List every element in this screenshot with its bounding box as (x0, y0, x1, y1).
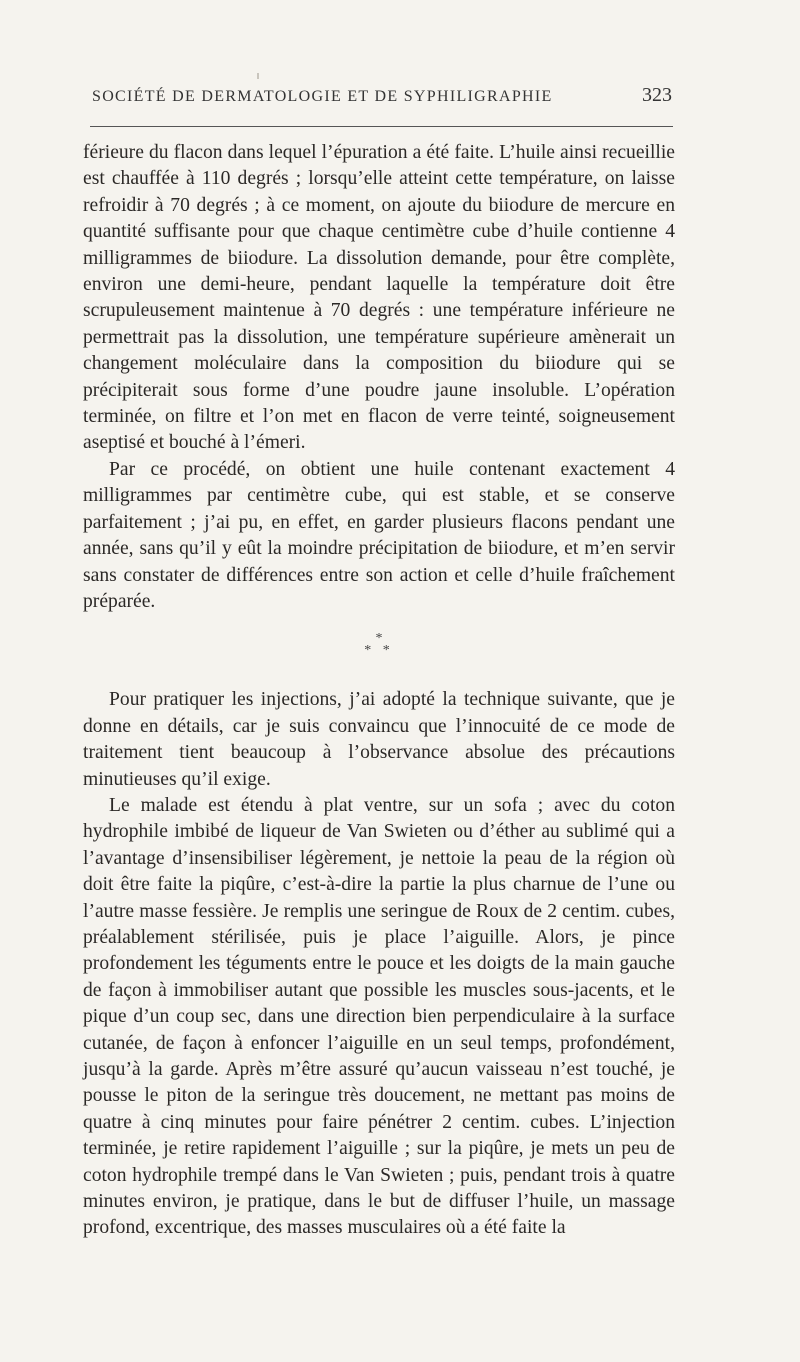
section-separator (83, 615, 675, 687)
header-rule (90, 126, 673, 127)
separator-stars-bottom: * * (364, 643, 394, 659)
page-number: 323 (642, 84, 672, 106)
print-mark (257, 73, 259, 79)
running-title: SOCIÉTÉ DE DERMATOLOGIE ET DE SYPHILIGRAPHIE (92, 88, 553, 105)
separator-star-top: * (375, 631, 383, 647)
paragraph-4: Le malade est étendu à plat ventre, sur un sofa ; avec du coton hydrophile imbibé de liqueur de Van Swieten ou d’éther au sublimé qui a l’avantage d’insensibiliser légèrement, je nettoie la peau de la région où doit être faite la piqûre, c’est-à-dire la partie la plus charnue de l’une ou l’autre masse fessière. Je remplis une seringue de Roux de 2 centim. cubes, préalablement stérilisée, puis je place l’aiguille. Alors, je pince profondement les téguments entre le pouce et les doigts de la main gauche de façon à immobiliser autant que possible les muscles sous-jacents, et le pique d’un coup sec, dans une direction bien perpendiculaire à la surface cutanée, de façon à enfoncer l’aiguille en un seul temps, profondément, jusqu’à la garde. Après m’être assuré qu’aucun vaisseau n’est touché, je pousse le piton de la seringue très doucement, ne mettant pas moins de quatre à cinq minutes pour faire pénétrer 2 centim. cubes. L’injection terminée, je retire rapidement l’aiguille ; sur la piqûre, je mets un peu de coton hydrophile trempé dans le Van Swieten ; puis, pendant trois à quatre minutes environ, je pratique, dans le but de diffuser l’huile, un massage profond, excentrique, des masses musculaires où a été faite la (83, 794, 675, 1239)
paragraph-3: Pour pratiquer les injections, j’ai adopté la technique suivante, que je donne en détails, car je suis convaincu que l’innocuité de ce mode de traitement tient beaucoup à l’observance absolue des précautions minutieuses qu’il exige. (83, 689, 675, 790)
paragraph-1: férieure du flacon dans lequel l’épuration a été faite. L’huile ainsi recueillie est chauffée à 110 degrés ; lorsqu’elle atteint cette température, on laisse refroidir à 70 degrés ; à ce moment, on ajoute du biiodure de mercure en quantité suffisante pour que chaque centimètre cube d’huile contienne 4 milligrammes de biiodure. La dissolution demande, pour être complète, environ une demi-heure, pendant laquelle la température doit être scrupuleusement maintenue à 70 degrés : une température inférieure ne permettrait pas la dissolution, une température supérieure amènerait un changement moléculaire dans la composition du biiodure qui se précipiterait sous forme d’une poudre jaune insoluble. L’opération terminée, on filtre et l’on met en flacon de verre teinté, soigneusement aseptisé et bouché à l’émeri. (83, 142, 675, 454)
paragraph-2: Par ce procédé, on obtient une huile contenant exactement 4 milligrammes par centimètre cube, qui est stable, et se conserve parfaitement ; j’ai pu, en effet, en garder plusieurs flacons pendant une année, sans qu’il y eût la moindre précipitation de biiodure, et m’en servir sans constater de différences entre son action et celle d’huile fraîchement préparée. (83, 458, 675, 612)
running-head (92, 84, 672, 110)
body-text (83, 140, 675, 1242)
